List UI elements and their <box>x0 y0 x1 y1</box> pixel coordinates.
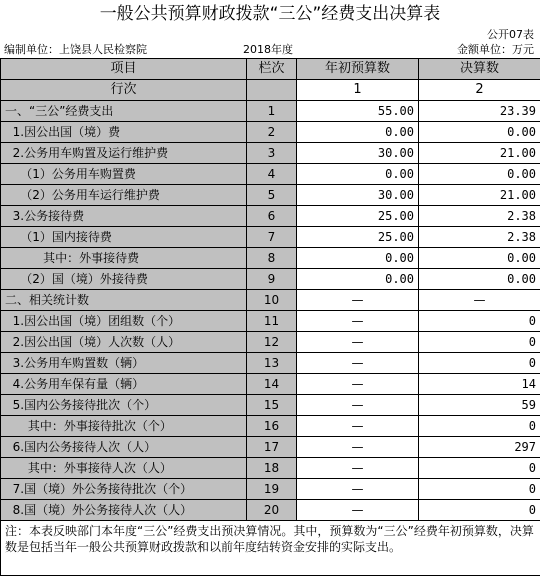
row-budget: — <box>297 374 419 395</box>
money-unit: 金额单位：万元 <box>457 41 534 57</box>
row-actual: 0 <box>419 500 540 521</box>
row-budget: — <box>297 395 419 416</box>
header-col1: 1 <box>297 80 419 101</box>
table-row <box>1 374 540 395</box>
row-name: 2.因公出国（境）人次数（人） <box>1 332 247 353</box>
row-actual: 297 <box>419 437 540 458</box>
row-budget: — <box>297 311 419 332</box>
row-name: 3.公务用车购置数（辆） <box>1 353 247 374</box>
header-row <box>1 59 540 80</box>
row-seq: 9 <box>247 269 297 290</box>
header-subrow <box>1 80 540 101</box>
row-budget: 0.00 <box>297 248 419 269</box>
row-budget: 0.00 <box>297 164 419 185</box>
row-actual: — <box>419 290 540 311</box>
row-seq: 10 <box>247 290 297 311</box>
row-seq: 17 <box>247 437 297 458</box>
table-row <box>1 416 540 437</box>
table-row <box>1 164 540 185</box>
row-budget: — <box>297 290 419 311</box>
row-name: 1.因公出国（境）费 <box>1 122 247 143</box>
report-title: 一般公共预算财政拨款“三公”经费支出决算表 <box>0 0 540 28</box>
row-actual: 14 <box>419 374 540 395</box>
row-budget: 0.00 <box>297 122 419 143</box>
row-name: （1）国内接待费 <box>1 227 247 248</box>
row-actual: 21.00 <box>419 185 540 206</box>
header-row-label: 行次 <box>1 80 247 101</box>
row-actual: 0 <box>419 458 540 479</box>
table-row <box>1 353 540 374</box>
row-seq: 5 <box>247 185 297 206</box>
header-budget: 年初预算数 <box>297 59 419 80</box>
row-actual: 0.00 <box>419 164 540 185</box>
row-budget: — <box>297 332 419 353</box>
table-row <box>1 479 540 500</box>
row-seq: 6 <box>247 206 297 227</box>
row-seq: 14 <box>247 374 297 395</box>
row-seq: 1 <box>247 101 297 122</box>
row-name: 3.公务接待费 <box>1 206 247 227</box>
row-seq: 3 <box>247 143 297 164</box>
table-note: 注：本表反映部门本年度“三公”经费支出预决算情况。其中，预算数为“三公”经费年初预算数，决算数是包括当年一般公共预算财政拨款和以前年度结转资金安排的实际支出。 <box>1 521 540 576</box>
row-actual: 23.39 <box>419 101 540 122</box>
form-number: 公开07表 <box>487 26 534 42</box>
row-name: 1.因公出国（境）团组数（个） <box>1 311 247 332</box>
row-name: （2）国（境）外接待费 <box>1 269 247 290</box>
row-actual: 0 <box>419 311 540 332</box>
row-budget: — <box>297 437 419 458</box>
compiling-unit: 编制单位：上饶县人民检察院 <box>4 41 147 57</box>
table-row <box>1 500 540 521</box>
row-actual: 0 <box>419 479 540 500</box>
row-name: 一、“三公”经费支出 <box>1 101 247 122</box>
row-seq: 18 <box>247 458 297 479</box>
row-budget: 30.00 <box>297 143 419 164</box>
table-row <box>1 395 540 416</box>
row-budget: — <box>297 416 419 437</box>
row-budget: — <box>297 458 419 479</box>
table-row <box>1 248 540 269</box>
row-budget: 30.00 <box>297 185 419 206</box>
row-actual: 0 <box>419 353 540 374</box>
row-actual: 59 <box>419 395 540 416</box>
header-seq: 栏次 <box>247 59 297 80</box>
row-name: 其中：外事接待批次（个） <box>1 416 247 437</box>
header-item: 项目 <box>1 59 247 80</box>
row-actual: 0 <box>419 416 540 437</box>
table-row <box>1 437 540 458</box>
row-seq: 11 <box>247 311 297 332</box>
row-budget: 55.00 <box>297 101 419 122</box>
row-seq: 19 <box>247 479 297 500</box>
report-year: 2018年度 <box>243 41 293 57</box>
row-name: 4.公务用车保有量（辆） <box>1 374 247 395</box>
row-budget: — <box>297 353 419 374</box>
row-seq: 20 <box>247 500 297 521</box>
header-empty <box>247 80 297 101</box>
table-row <box>1 185 540 206</box>
row-name: （2）公务用车运行维护费 <box>1 185 247 206</box>
table-row <box>1 458 540 479</box>
row-actual: 0.00 <box>419 248 540 269</box>
row-seq: 8 <box>247 248 297 269</box>
row-name: 6.国内公务接待人次（人） <box>1 437 247 458</box>
row-seq: 13 <box>247 353 297 374</box>
row-name: （1）公务用车购置费 <box>1 164 247 185</box>
row-budget: — <box>297 500 419 521</box>
row-seq: 12 <box>247 332 297 353</box>
row-name: 其中：外事接待费 <box>1 248 247 269</box>
expense-table <box>0 58 540 576</box>
row-seq: 4 <box>247 164 297 185</box>
row-seq: 2 <box>247 122 297 143</box>
row-budget: — <box>297 479 419 500</box>
row-actual: 2.38 <box>419 206 540 227</box>
row-name: 其中：外事接待人次（人） <box>1 458 247 479</box>
table-row <box>1 311 540 332</box>
table-row <box>1 143 540 164</box>
table-row <box>1 269 540 290</box>
table-row <box>1 206 540 227</box>
row-actual: 2.38 <box>419 227 540 248</box>
table-row <box>1 290 540 311</box>
row-budget: 25.00 <box>297 206 419 227</box>
note-row <box>1 521 540 576</box>
table-row <box>1 122 540 143</box>
row-seq: 16 <box>247 416 297 437</box>
row-name: 5.国内公务接待批次（个） <box>1 395 247 416</box>
row-actual: 0 <box>419 332 540 353</box>
header-actual: 决算数 <box>419 59 540 80</box>
row-actual: 21.00 <box>419 143 540 164</box>
row-name: 二、相关统计数 <box>1 290 247 311</box>
row-budget: 25.00 <box>297 227 419 248</box>
row-seq: 15 <box>247 395 297 416</box>
row-budget: 0.00 <box>297 269 419 290</box>
row-name: 8.国（境）外公务接待人次（人） <box>1 500 247 521</box>
table-row <box>1 101 540 122</box>
row-seq: 7 <box>247 227 297 248</box>
table-row <box>1 332 540 353</box>
row-actual: 0.00 <box>419 122 540 143</box>
table-row <box>1 227 540 248</box>
row-name: 7.国（境）外公务接待批次（个） <box>1 479 247 500</box>
row-name: 2.公务用车购置及运行维护费 <box>1 143 247 164</box>
row-actual: 0.00 <box>419 269 540 290</box>
header-col2: 2 <box>419 80 540 101</box>
